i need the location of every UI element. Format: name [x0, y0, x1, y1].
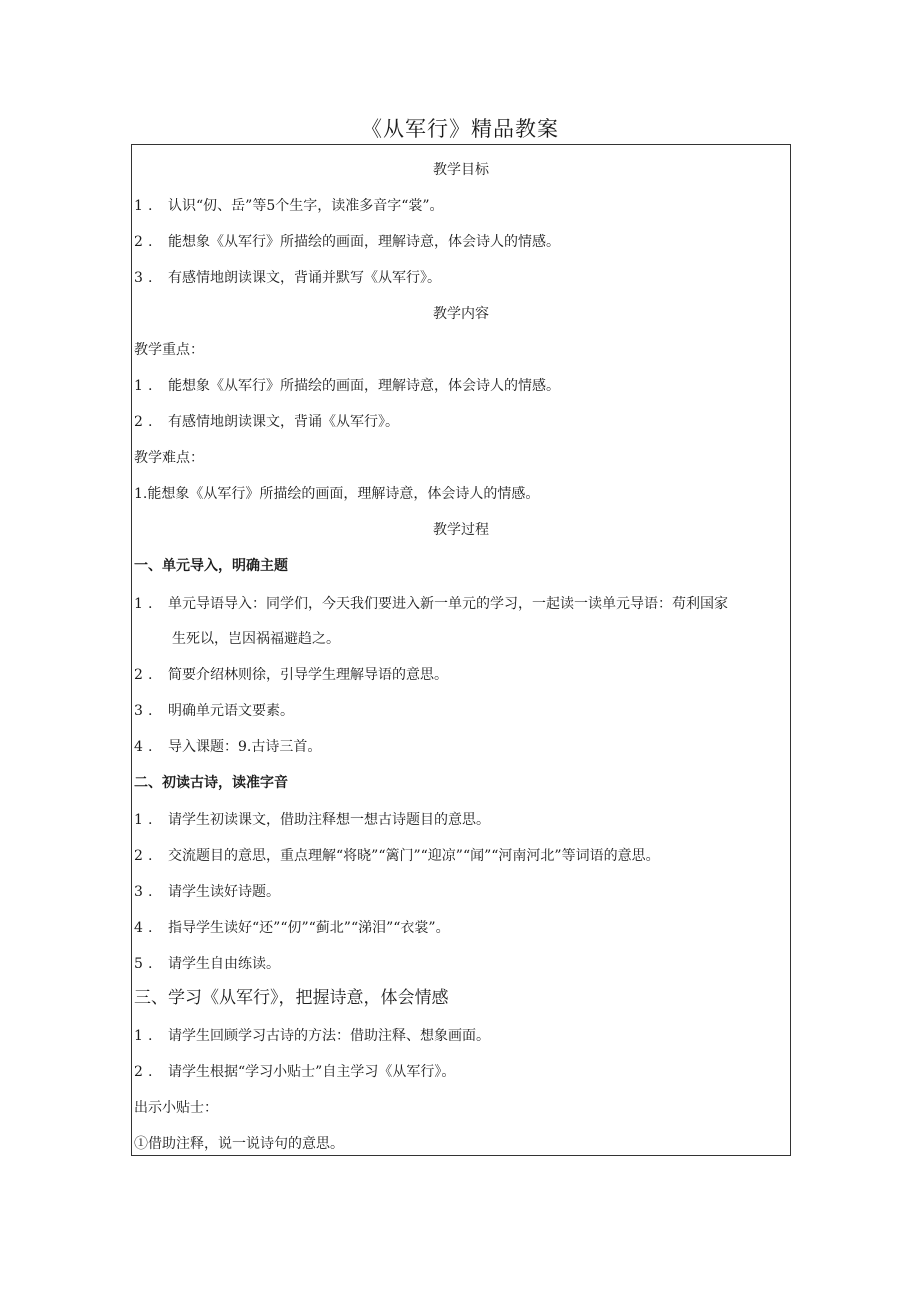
content-heading: 教学内容	[433, 306, 489, 322]
item-number: 1	[134, 1028, 143, 1044]
item-text: 能想象《从军行》所描绘的画面，理解诗意，体会诗人的情感。	[168, 234, 560, 250]
section-title: 三、学习《从军行》，把握诗意，体会情感	[134, 988, 449, 1008]
item-number: 4	[134, 920, 143, 936]
section-title: 一、单元导入，明确主题	[134, 558, 288, 574]
item-number: 1	[134, 378, 143, 394]
item-number: 2	[134, 414, 143, 430]
process-item: 3 . 请学生读好诗题。	[134, 884, 280, 900]
item-text: 请学生初读课文，借助注释想一想古诗题目的意思。	[168, 812, 490, 828]
process-item: 3 . 明确单元语文要素。	[134, 703, 294, 719]
item-number: 3	[134, 703, 143, 719]
process-item: 1 . 单元导语导入：同学们，今天我们要进入新一单元的学习，一起读一读单元导语：苟利国家	[134, 596, 728, 612]
item-text: 请学生自由练读。	[168, 956, 280, 972]
document-title: 《从军行》精品教案	[361, 117, 559, 141]
process-item: 4 . 导入课题：9.古诗三首。	[134, 739, 322, 755]
item-text: 简要介绍林则徐，引导学生理解导语的意思。	[168, 667, 448, 683]
section-title: 二、初读古诗，读准字音	[134, 775, 288, 791]
process-item: 1 . 请学生初读课文，借助注释想一想古诗题目的意思。	[134, 812, 490, 828]
process-heading: 教学过程	[433, 522, 489, 538]
difficulty-text: 1.能想象《从军行》所描绘的画面，理解诗意，体会诗人的情感。	[134, 486, 540, 502]
item-number: 1	[134, 596, 143, 612]
item-text: 指导学生读好“还”“仞”“蓟北”“涕泪”“衣裳”。	[168, 920, 450, 936]
objectives-heading: 教学目标	[433, 162, 489, 178]
objective-item: 2 . 能想象《从军行》所描绘的画面，理解诗意，体会诗人的情感。	[134, 234, 560, 250]
objective-item: 3 . 有感情地朗读课文，背诵并默写《从军行》。	[134, 270, 441, 286]
item-number: 1	[134, 198, 143, 214]
process-item: 5 . 请学生自由练读。	[134, 956, 280, 972]
item-number: 2	[134, 234, 143, 250]
item-number: 1	[134, 812, 143, 828]
item-number: 4	[134, 739, 143, 755]
tip-item: ①借助注释，说一说诗句的意思。	[134, 1136, 344, 1152]
item-number: 5	[134, 956, 143, 972]
process-item: 2 . 交流题目的意思，重点理解“将晓”“篱门”“迎凉”“闻”“河南河北”等词语的意思。	[134, 848, 660, 864]
objective-item: 1 . 认识“仞、岳”等5个生字，读准多音字“裳”。	[134, 198, 444, 214]
process-item: 2 . 请学生根据“学习小贴士”自主学习《从军行》。	[134, 1064, 456, 1080]
difficulty-label: 教学难点：	[134, 450, 204, 466]
item-text: 有感情地朗读课文，背诵并默写《从军行》。	[168, 270, 441, 286]
item-text: 认识“仞、岳”等5个生字，读准多音字“裳”。	[168, 198, 444, 214]
item-text: 请学生根据“学习小贴士”自主学习《从军行》。	[168, 1064, 456, 1080]
tip-label: 出示小贴士：	[134, 1100, 218, 1116]
item-number: 2	[134, 848, 143, 864]
item-number: 2	[134, 1064, 143, 1080]
item-text: 导入课题：9.古诗三首。	[168, 739, 322, 755]
item-number: 2	[134, 667, 143, 683]
item-text: 单元导语导入：同学们，今天我们要进入新一单元的学习，一起读一读单元导语：苟利国家	[168, 596, 728, 612]
item-number: 3	[134, 270, 143, 286]
item-text: 交流题目的意思，重点理解“将晓”“篱门”“迎凉”“闻”“河南河北”等词语的意思。	[168, 848, 660, 864]
item-number: 3	[134, 884, 143, 900]
item-text: 明确单元语文要素。	[168, 703, 294, 719]
item-text: 有感情地朗读课文，背诵《从军行》。	[168, 414, 399, 430]
item-text: 请学生回顾学习古诗的方法：借助注释、想象画面。	[168, 1028, 490, 1044]
process-item: 4 . 指导学生读好“还”“仞”“蓟北”“涕泪”“衣裳”。	[134, 920, 450, 936]
item-text: 请学生读好诗题。	[168, 884, 280, 900]
item-text: 能想象《从军行》所描绘的画面，理解诗意，体会诗人的情感。	[168, 378, 560, 394]
process-item: 1 . 请学生回顾学习古诗的方法：借助注释、想象画面。	[134, 1028, 490, 1044]
item-continuation: 生死以，岂因祸福避趋之。	[172, 631, 340, 647]
key-point-item: 1 . 能想象《从军行》所描绘的画面，理解诗意，体会诗人的情感。	[134, 378, 560, 394]
key-point-item: 2 . 有感情地朗读课文，背诵《从军行》。	[134, 414, 399, 430]
key-points-label: 教学重点：	[134, 342, 204, 358]
process-item: 2 . 简要介绍林则徐，引导学生理解导语的意思。	[134, 667, 448, 683]
